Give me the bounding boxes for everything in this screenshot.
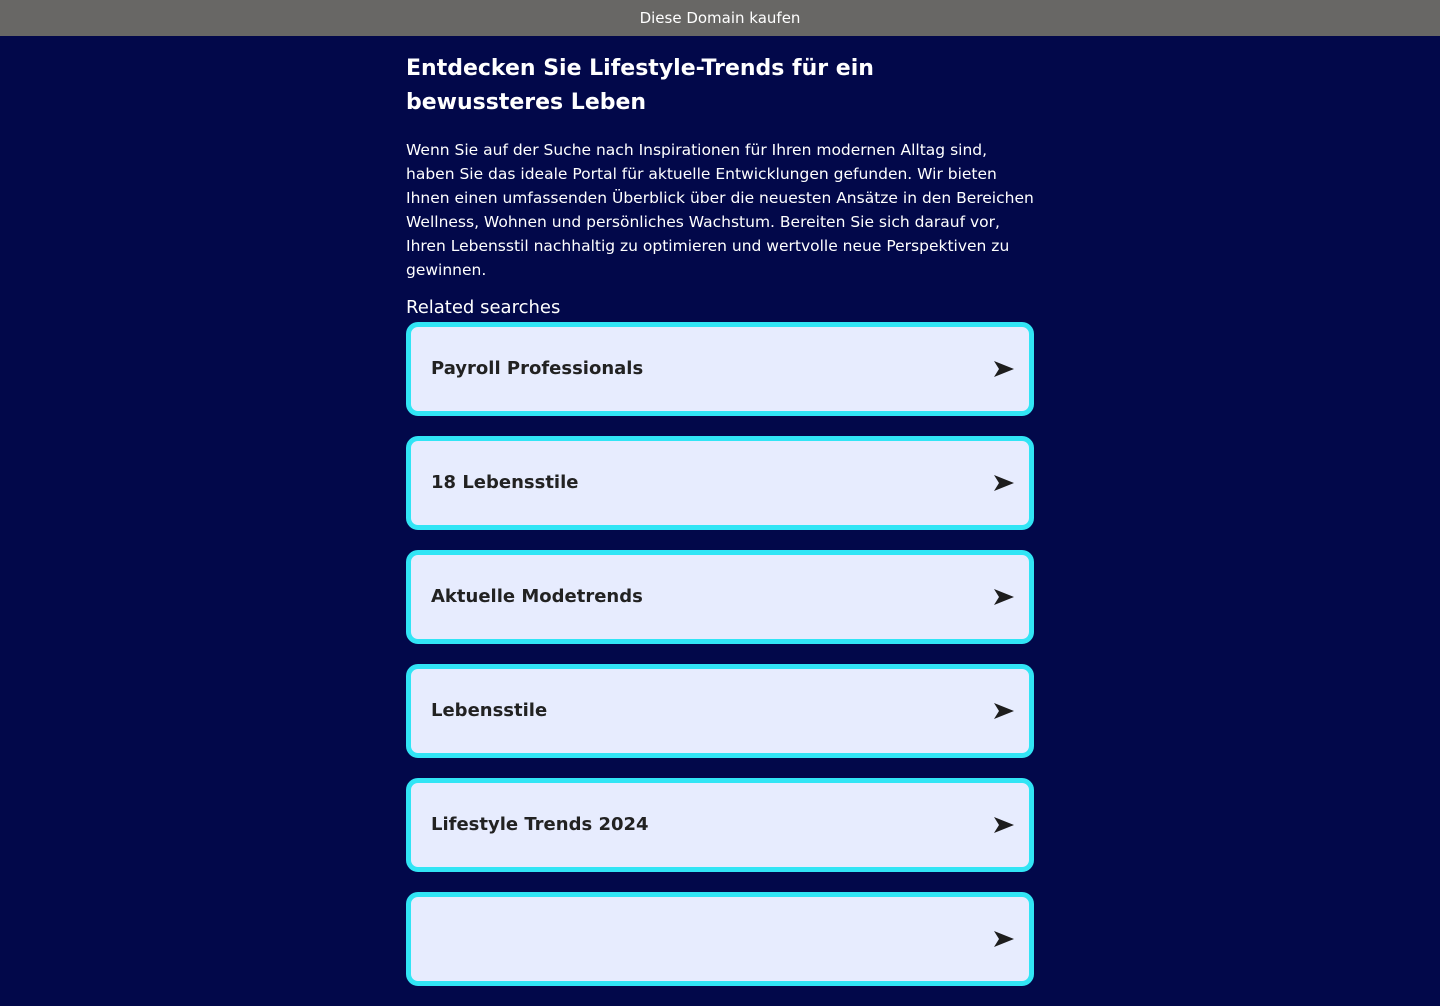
arrow-right-icon (993, 702, 1015, 720)
arrow-right-icon (993, 816, 1015, 834)
related-search-label: Aktuelle Modetrends (431, 586, 643, 607)
arrow-right-icon (993, 474, 1015, 492)
related-search-label: 18 Lebensstile (431, 472, 579, 493)
related-search-link-5[interactable] (406, 778, 1034, 872)
related-search-link-4[interactable] (406, 664, 1034, 758)
related-search-link-3[interactable] (406, 550, 1034, 644)
related-searches-list (406, 322, 1034, 986)
related-search-link-6[interactable] (406, 892, 1034, 986)
page-headline: Entdecken Sie Lifestyle-Trends für ein bewussteres Leben (406, 56, 874, 115)
related-search-label: Lifestyle Trends 2024 (431, 814, 649, 835)
arrow-right-icon (993, 360, 1015, 378)
arrow-right-icon (993, 588, 1015, 606)
buy-domain-bar[interactable]: Diese Domain kaufen (0, 0, 1440, 36)
related-search-link-1[interactable] (406, 322, 1034, 416)
arrow-right-icon (993, 930, 1015, 948)
main-content (406, 36, 1034, 1006)
intro-paragraph: Wenn Sie auf der Suche nach Inspirationen für Ihren modernen Alltag sind, haben Sie das ideale Portal für aktuelle Entwicklungen gefunden. Wir bieten Ihnen einen umfassenden Überblick über die neuesten Ansätze in den Bereichen Wellness, Wohnen und persönliches Wachstum. Bereiten Sie sich darauf vor, Ihren Lebensstil nachhaltig zu optimieren und wertvolle neue Perspektiven zu gewinnen. (406, 141, 1034, 279)
related-search-label: Payroll Professionals (431, 358, 644, 379)
related-searches-label: Related searches (406, 297, 561, 318)
related-search-label: Lebensstile (431, 700, 548, 721)
related-search-link-2[interactable] (406, 436, 1034, 530)
